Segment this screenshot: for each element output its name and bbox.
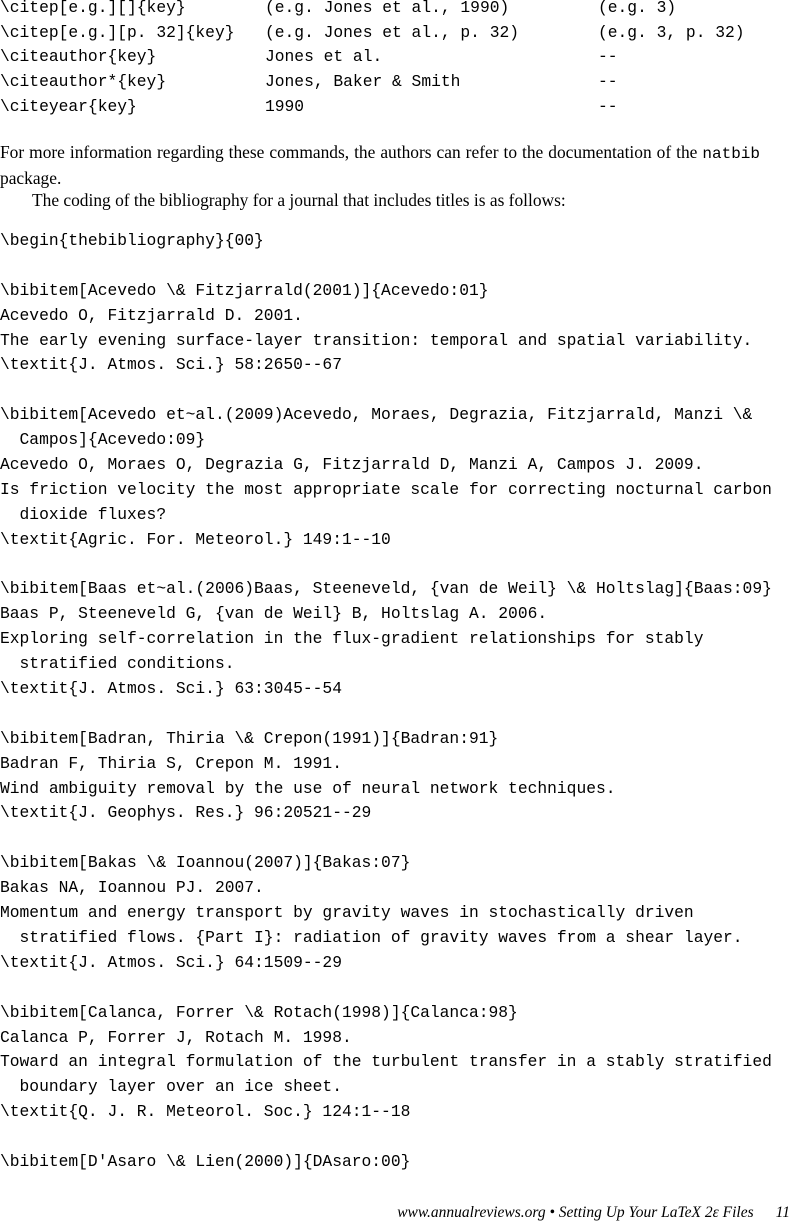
paragraph-text: For more information regarding these commands, the authors can refer to the documentation of the [0, 142, 703, 162]
command-cell: \citeyear{key} [0, 96, 137, 116]
code-line: Calanca P, Forrer J, Rotach M. 1998. [0, 1027, 352, 1047]
author-year-cell: (e.g. Jones et al., p. 32) [265, 22, 520, 42]
command-cell: \citeauthor*{key} [0, 72, 167, 92]
code-line [0, 553, 772, 578]
paragraph-text: package. [0, 168, 62, 188]
code-line: Badran F, Thiria S, Crepon M. 1991. [0, 753, 342, 773]
code-line: Bakas NA, Ioannou PJ. 2007. [0, 878, 264, 898]
code-line: Exploring self-correlation in the flux-gradient relationships for stably [0, 629, 704, 649]
code-line: \textit{J. Atmos. Sci.} 64:1509--29 [0, 952, 342, 972]
numeric-cell: -- [598, 47, 618, 67]
footer-text: www.annualreviews.org • Setting Up Your LaTeX 2ε Files [397, 1204, 754, 1221]
numeric-cell: -- [598, 72, 618, 92]
code-line: Is friction velocity the most appropriate scale for correcting nocturnal carbon [0, 479, 772, 499]
code-line: \bibitem[Acevedo et~al.(2009)Acevedo, Moraes, Degrazia, Fitzjarrald, Manzi \& [0, 405, 753, 425]
page-number: 11 [775, 1204, 790, 1221]
code-line: Acevedo O, Fitzjarrald D. 2001. [0, 305, 303, 325]
numeric-cell: (e.g. 3) [598, 0, 677, 17]
code-line: \textit{Q. J. R. Meteorol. Soc.} 124:1--18 [0, 1102, 411, 1122]
code-line: \begin{thebibliography}{00} [0, 231, 264, 250]
code-line: boundary layer over an ice sheet. [0, 1077, 342, 1097]
author-year-cell: 1990 [265, 96, 305, 116]
code-line: The early evening surface-layer transition: temporal and spatial variability. [0, 330, 753, 350]
code-line [0, 378, 772, 403]
code-line: \bibitem[Badran, Thiria \& Crepon(1991)]{Badran:91} [0, 728, 499, 748]
code-line: stratified flows. {Part I}: radiation of gravity waves from a shear layer. [0, 927, 743, 947]
code-line: Acevedo O, Moraes O, Degrazia G, Fitzjarrald D, Manzi A, Campos J. 2009. [0, 455, 704, 475]
numeric-cell: -- [598, 96, 618, 116]
code-line: Baas P, Steeneveld G, {van de Weil} B, Holtslag A. 2006. [0, 604, 548, 624]
code-line: \bibitem[D'Asaro \& Lien(2000)]{DAsaro:00} [0, 1151, 411, 1171]
bibliography-code-block [0, 229, 772, 1175]
command-cell: \citeauthor{key} [0, 47, 157, 67]
command-cell: \citep[e.g.][]{key} [0, 0, 186, 17]
code-line: \bibitem[Bakas \& Ioannou(2007)]{Bakas:07} [0, 853, 411, 873]
author-year-cell: Jones et al. [265, 47, 383, 67]
code-line: Campos]{Acevedo:09} [0, 430, 206, 450]
code-line: \textit{J. Geophys. Res.} 96:20521--29 [0, 803, 372, 823]
code-line [0, 702, 772, 727]
code-line [0, 1125, 772, 1150]
code-line: \textit{Agric. For. Meteorol.} 149:1--10 [0, 529, 391, 549]
code-line: dioxide fluxes? [0, 504, 167, 524]
author-year-cell: (e.g. Jones et al., 1990) [265, 0, 510, 17]
paragraph-natbib [0, 140, 760, 190]
author-year-cell: Jones, Baker & Smith [265, 72, 461, 92]
numeric-cell: (e.g. 3, p. 32) [598, 22, 745, 42]
code-line: \bibitem[Calanca, Forrer \& Rotach(1998)]{Calanca:98} [0, 1002, 518, 1022]
code-line [0, 826, 772, 851]
code-line: \bibitem[Baas et~al.(2006)Baas, Steeneveld, {van de Weil} \& Holtslag]{Baas:09} [0, 579, 772, 599]
code-line: \bibitem[Acevedo \& Fitzjarrald(2001)]{Acevedo:01} [0, 280, 489, 300]
code-line: stratified conditions. [0, 654, 235, 674]
code-line: Momentum and energy transport by gravity waves in stochastically driven [0, 903, 694, 923]
paragraph-bibliography-intro: The coding of the bibliography for a journal that includes titles is as follows: [32, 190, 566, 210]
code-line: \textit{J. Atmos. Sci.} 58:2650--67 [0, 355, 342, 375]
code-line: Toward an integral formulation of the turbulent transfer in a stably stratified [0, 1052, 772, 1072]
code-line: Wind ambiguity removal by the use of neural network techniques. [0, 778, 616, 798]
package-name: natbib [702, 145, 760, 163]
page-footer [397, 1204, 790, 1222]
code-line [0, 976, 772, 1001]
command-cell: \citep[e.g.][p. 32]{key} [0, 22, 235, 42]
code-line [0, 254, 772, 279]
code-line: \textit{J. Atmos. Sci.} 63:3045--54 [0, 679, 342, 699]
